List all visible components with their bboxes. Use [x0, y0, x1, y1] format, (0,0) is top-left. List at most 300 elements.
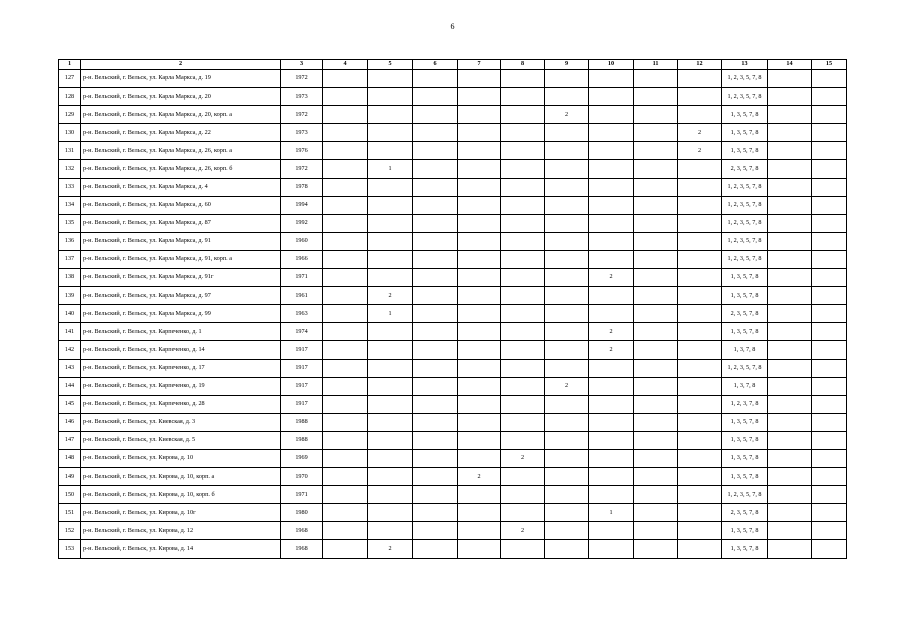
- col10-cell: [589, 395, 634, 413]
- col4-cell: [323, 124, 368, 142]
- address-cell: р-н. Вельский, г. Вельск, ул. Кирова, д. 10, корп. а: [81, 468, 281, 486]
- col10-cell: [589, 287, 634, 305]
- address-cell: р-н. Вельский, г. Вельск, ул. Карла Маркса, д. 87: [81, 214, 281, 232]
- col15-cell: [812, 160, 847, 178]
- col6-cell: [413, 377, 458, 395]
- col7-cell: [458, 449, 501, 467]
- row-number: 148: [59, 449, 81, 467]
- col4-cell: [323, 269, 368, 287]
- col8-cell: [501, 88, 545, 106]
- column-header-4: 4: [323, 60, 368, 70]
- col13-cell: 1, 2, 3, 7, 8: [722, 395, 768, 413]
- col10-cell: [589, 431, 634, 449]
- row-number: 139: [59, 287, 81, 305]
- address-cell: р-н. Вельский, г. Вельск, ул. Киевская, д. 5: [81, 431, 281, 449]
- col14-cell: [768, 341, 812, 359]
- row-number: 133: [59, 178, 81, 196]
- col15-cell: [812, 269, 847, 287]
- row-number: 152: [59, 522, 81, 540]
- col6-cell: [413, 431, 458, 449]
- col15-cell: [812, 486, 847, 504]
- col7-cell: [458, 359, 501, 377]
- col12-cell: [678, 341, 722, 359]
- col5-cell: [368, 395, 413, 413]
- col12-cell: [678, 287, 722, 305]
- col13-cell: 1, 3, 5, 7, 8: [722, 106, 768, 124]
- col5-cell: [368, 70, 413, 88]
- col11-cell: [634, 178, 678, 196]
- address-cell: р-н. Вельский, г. Вельск, ул. Кирова, д. 10, корп. б: [81, 486, 281, 504]
- table-row: [59, 395, 847, 413]
- address-cell: р-н. Вельский, г. Вельск, ул. Карла Маркса, д. 26, корп. б: [81, 160, 281, 178]
- col10-cell: [589, 540, 634, 558]
- col4-cell: [323, 359, 368, 377]
- col12-cell: 2: [678, 142, 722, 160]
- col11-cell: [634, 160, 678, 178]
- table-row: [59, 431, 847, 449]
- year-cell: 1960: [281, 232, 323, 250]
- table-row: [59, 323, 847, 341]
- col15-cell: [812, 250, 847, 268]
- col5-cell: [368, 377, 413, 395]
- column-header-9: 9: [545, 60, 589, 70]
- col6-cell: [413, 232, 458, 250]
- year-cell: 1988: [281, 431, 323, 449]
- table-row: [59, 160, 847, 178]
- col7-cell: [458, 486, 501, 504]
- col13-cell: 1, 3, 5, 7, 8: [722, 522, 768, 540]
- col13-cell: 1, 2, 3, 5, 7, 8: [722, 178, 768, 196]
- col6-cell: [413, 196, 458, 214]
- col8-cell: [501, 486, 545, 504]
- row-number: 147: [59, 431, 81, 449]
- table-row: [59, 504, 847, 522]
- col10-cell: [589, 468, 634, 486]
- col10-cell: [589, 486, 634, 504]
- row-number: 129: [59, 106, 81, 124]
- table-row: [59, 214, 847, 232]
- table-row: [59, 359, 847, 377]
- address-cell: р-н. Вельский, г. Вельск, ул. Карла Маркса, д. 97: [81, 287, 281, 305]
- address-cell: р-н. Вельский, г. Вельск, ул. Карла Маркса, д. 91г: [81, 269, 281, 287]
- col4-cell: [323, 323, 368, 341]
- col10-cell: [589, 522, 634, 540]
- col4-cell: [323, 287, 368, 305]
- col5-cell: 1: [368, 160, 413, 178]
- col4-cell: [323, 178, 368, 196]
- column-header-7: 7: [458, 60, 501, 70]
- year-cell: 1917: [281, 341, 323, 359]
- col13-cell: 2, 3, 5, 7, 8: [722, 504, 768, 522]
- col4-cell: [323, 413, 368, 431]
- col13-cell: 1, 3, 5, 7, 8: [722, 431, 768, 449]
- table-row: [59, 540, 847, 558]
- col13-cell: 1, 3, 5, 7, 8: [722, 449, 768, 467]
- column-header-12: 12: [678, 60, 722, 70]
- col7-cell: [458, 70, 501, 88]
- col14-cell: [768, 305, 812, 323]
- col9-cell: [545, 395, 589, 413]
- address-cell: р-н. Вельский, г. Вельск, ул. Карла Маркса, д. 26, корп. а: [81, 142, 281, 160]
- col15-cell: [812, 522, 847, 540]
- row-number: 134: [59, 196, 81, 214]
- table-row: [59, 486, 847, 504]
- table-row: [59, 377, 847, 395]
- col6-cell: [413, 106, 458, 124]
- row-number: 131: [59, 142, 81, 160]
- col11-cell: [634, 124, 678, 142]
- col12-cell: [678, 468, 722, 486]
- col8-cell: [501, 70, 545, 88]
- table-row: [59, 124, 847, 142]
- col5-cell: [368, 413, 413, 431]
- col14-cell: [768, 70, 812, 88]
- col5-cell: [368, 449, 413, 467]
- table-row: [59, 178, 847, 196]
- col11-cell: [634, 142, 678, 160]
- col4-cell: [323, 250, 368, 268]
- col14-cell: [768, 449, 812, 467]
- col7-cell: [458, 395, 501, 413]
- col6-cell: [413, 359, 458, 377]
- col12-cell: [678, 504, 722, 522]
- year-cell: 1968: [281, 522, 323, 540]
- col12-cell: [678, 449, 722, 467]
- col14-cell: [768, 468, 812, 486]
- col11-cell: [634, 106, 678, 124]
- col9-cell: [545, 232, 589, 250]
- col10-cell: 2: [589, 269, 634, 287]
- col12-cell: [678, 323, 722, 341]
- col8-cell: [501, 232, 545, 250]
- col6-cell: [413, 160, 458, 178]
- col11-cell: [634, 250, 678, 268]
- col8-cell: [501, 377, 545, 395]
- col12-cell: [678, 486, 722, 504]
- col10-cell: [589, 232, 634, 250]
- col6-cell: [413, 504, 458, 522]
- address-cell: р-н. Вельский, г. Вельск, ул. Карла Маркса, д. 20: [81, 88, 281, 106]
- col5-cell: [368, 522, 413, 540]
- table-row: [59, 341, 847, 359]
- col4-cell: [323, 504, 368, 522]
- year-cell: 1970: [281, 468, 323, 486]
- col12-cell: [678, 106, 722, 124]
- col6-cell: [413, 395, 458, 413]
- table-row: [59, 196, 847, 214]
- col8-cell: [501, 124, 545, 142]
- col7-cell: [458, 250, 501, 268]
- col6-cell: [413, 341, 458, 359]
- col12-cell: [678, 214, 722, 232]
- col9-cell: [545, 341, 589, 359]
- address-cell: р-н. Вельский, г. Вельск, ул. Киевская, д. 3: [81, 413, 281, 431]
- year-cell: 1973: [281, 124, 323, 142]
- col5-cell: [368, 178, 413, 196]
- col9-cell: [545, 88, 589, 106]
- col8-cell: [501, 142, 545, 160]
- col10-cell: [589, 413, 634, 431]
- col5-cell: [368, 431, 413, 449]
- col6-cell: [413, 124, 458, 142]
- col11-cell: [634, 323, 678, 341]
- col11-cell: [634, 395, 678, 413]
- col5-cell: [368, 88, 413, 106]
- address-cell: р-н. Вельский, г. Вельск, ул. Кирова, д. 14: [81, 540, 281, 558]
- col9-cell: [545, 504, 589, 522]
- col4-cell: [323, 395, 368, 413]
- col11-cell: [634, 449, 678, 467]
- col5-cell: [368, 142, 413, 160]
- col15-cell: [812, 395, 847, 413]
- year-cell: 1972: [281, 106, 323, 124]
- year-cell: 1992: [281, 214, 323, 232]
- year-cell: 1971: [281, 269, 323, 287]
- header-row: [59, 60, 847, 70]
- col11-cell: [634, 341, 678, 359]
- col5-cell: [368, 486, 413, 504]
- year-cell: 1973: [281, 88, 323, 106]
- col15-cell: [812, 359, 847, 377]
- column-header-1: 1: [59, 60, 81, 70]
- column-header-13: 13: [722, 60, 768, 70]
- col7-cell: [458, 160, 501, 178]
- col12-cell: 2: [678, 124, 722, 142]
- col15-cell: [812, 124, 847, 142]
- year-cell: 1917: [281, 377, 323, 395]
- col5-cell: 2: [368, 287, 413, 305]
- col9-cell: [545, 486, 589, 504]
- col7-cell: [458, 522, 501, 540]
- col8-cell: [501, 287, 545, 305]
- col4-cell: [323, 305, 368, 323]
- col14-cell: [768, 269, 812, 287]
- year-cell: 1994: [281, 196, 323, 214]
- col14-cell: [768, 88, 812, 106]
- column-header-11: 11: [634, 60, 678, 70]
- col10-cell: [589, 359, 634, 377]
- col11-cell: [634, 88, 678, 106]
- col9-cell: [545, 468, 589, 486]
- col15-cell: [812, 232, 847, 250]
- col14-cell: [768, 540, 812, 558]
- row-number: 127: [59, 70, 81, 88]
- row-number: 143: [59, 359, 81, 377]
- year-cell: 1966: [281, 250, 323, 268]
- col5-cell: [368, 269, 413, 287]
- col7-cell: [458, 232, 501, 250]
- col14-cell: [768, 142, 812, 160]
- col7-cell: [458, 413, 501, 431]
- col9-cell: [545, 250, 589, 268]
- col8-cell: [501, 160, 545, 178]
- col7-cell: [458, 323, 501, 341]
- col10-cell: [589, 214, 634, 232]
- col8-cell: [501, 359, 545, 377]
- column-header-10: 10: [589, 60, 634, 70]
- col11-cell: [634, 232, 678, 250]
- col13-cell: 1, 3, 5, 7, 8: [722, 142, 768, 160]
- col12-cell: [678, 431, 722, 449]
- col7-cell: [458, 142, 501, 160]
- table-row: [59, 522, 847, 540]
- col8-cell: 2: [501, 522, 545, 540]
- address-cell: р-н. Вельский, г. Вельск, ул. Карпеченко, д. 19: [81, 377, 281, 395]
- col13-cell: 1, 3, 5, 7, 8: [722, 287, 768, 305]
- col12-cell: [678, 269, 722, 287]
- col11-cell: [634, 468, 678, 486]
- col14-cell: [768, 377, 812, 395]
- row-number: 136: [59, 232, 81, 250]
- housing-register-table: [58, 59, 847, 559]
- year-cell: 1976: [281, 142, 323, 160]
- col12-cell: [678, 250, 722, 268]
- col10-cell: [589, 124, 634, 142]
- col5-cell: [368, 214, 413, 232]
- col13-cell: 1, 3, 5, 7, 8: [722, 323, 768, 341]
- address-cell: р-н. Вельский, г. Вельск, ул. Карла Маркса, д. 60: [81, 196, 281, 214]
- table-row: [59, 413, 847, 431]
- col4-cell: [323, 468, 368, 486]
- row-number: 135: [59, 214, 81, 232]
- col9-cell: [545, 178, 589, 196]
- col9-cell: [545, 431, 589, 449]
- col14-cell: [768, 106, 812, 124]
- col7-cell: [458, 377, 501, 395]
- year-cell: 1978: [281, 178, 323, 196]
- address-cell: р-н. Вельский, г. Вельск, ул. Карла Маркса, д. 19: [81, 70, 281, 88]
- col4-cell: [323, 142, 368, 160]
- col9-cell: [545, 124, 589, 142]
- col15-cell: [812, 287, 847, 305]
- year-cell: 1963: [281, 305, 323, 323]
- col13-cell: 1, 3, 5, 7, 8: [722, 124, 768, 142]
- col13-cell: 1, 2, 3, 5, 7, 8: [722, 70, 768, 88]
- year-cell: 1961: [281, 287, 323, 305]
- col14-cell: [768, 160, 812, 178]
- col11-cell: [634, 431, 678, 449]
- table-row: [59, 142, 847, 160]
- column-header-5: 5: [368, 60, 413, 70]
- address-cell: р-н. Вельский, г. Вельск, ул. Карла Маркса, д. 4: [81, 178, 281, 196]
- row-number: 145: [59, 395, 81, 413]
- col14-cell: [768, 431, 812, 449]
- col14-cell: [768, 287, 812, 305]
- col12-cell: [678, 305, 722, 323]
- col10-cell: 2: [589, 323, 634, 341]
- col6-cell: [413, 413, 458, 431]
- col9-cell: 2: [545, 106, 589, 124]
- col4-cell: [323, 214, 368, 232]
- table-row: [59, 250, 847, 268]
- col6-cell: [413, 323, 458, 341]
- col4-cell: [323, 540, 368, 558]
- column-header-6: 6: [413, 60, 458, 70]
- year-cell: 1972: [281, 70, 323, 88]
- row-number: 153: [59, 540, 81, 558]
- col10-cell: [589, 305, 634, 323]
- col10-cell: [589, 449, 634, 467]
- col15-cell: [812, 305, 847, 323]
- col14-cell: [768, 124, 812, 142]
- col9-cell: [545, 323, 589, 341]
- col10-cell: [589, 70, 634, 88]
- year-cell: 1917: [281, 395, 323, 413]
- col14-cell: [768, 323, 812, 341]
- col11-cell: [634, 269, 678, 287]
- col7-cell: [458, 124, 501, 142]
- row-number: 151: [59, 504, 81, 522]
- col4-cell: [323, 377, 368, 395]
- col15-cell: [812, 504, 847, 522]
- col5-cell: [368, 323, 413, 341]
- year-cell: 1968: [281, 540, 323, 558]
- col13-cell: 1, 2, 3, 5, 7, 8: [722, 232, 768, 250]
- table-row: [59, 468, 847, 486]
- row-number: 140: [59, 305, 81, 323]
- col15-cell: [812, 413, 847, 431]
- column-header-8: 8: [501, 60, 545, 70]
- col7-cell: [458, 504, 501, 522]
- address-cell: р-н. Вельский, г. Вельск, ул. Кирова, д. 10г: [81, 504, 281, 522]
- year-cell: 1974: [281, 323, 323, 341]
- col11-cell: [634, 504, 678, 522]
- year-cell: 1917: [281, 359, 323, 377]
- year-cell: 1971: [281, 486, 323, 504]
- col14-cell: [768, 232, 812, 250]
- address-cell: р-н. Вельский, г. Вельск, ул. Карпеченко, д. 28: [81, 395, 281, 413]
- col11-cell: [634, 540, 678, 558]
- col9-cell: [545, 449, 589, 467]
- col5-cell: 2: [368, 540, 413, 558]
- col15-cell: [812, 449, 847, 467]
- table-row: [59, 106, 847, 124]
- col5-cell: [368, 504, 413, 522]
- col8-cell: [501, 395, 545, 413]
- col8-cell: [501, 341, 545, 359]
- col4-cell: [323, 431, 368, 449]
- col7-cell: 2: [458, 468, 501, 486]
- address-cell: р-н. Вельский, г. Вельск, ул. Карла Маркса, д. 20, корп. а: [81, 106, 281, 124]
- row-number: 132: [59, 160, 81, 178]
- row-number: 144: [59, 377, 81, 395]
- col14-cell: [768, 178, 812, 196]
- col5-cell: [368, 468, 413, 486]
- col8-cell: [501, 106, 545, 124]
- col6-cell: [413, 214, 458, 232]
- col4-cell: [323, 88, 368, 106]
- col7-cell: [458, 287, 501, 305]
- col7-cell: [458, 305, 501, 323]
- col11-cell: [634, 287, 678, 305]
- col15-cell: [812, 468, 847, 486]
- col6-cell: [413, 540, 458, 558]
- row-number: 128: [59, 88, 81, 106]
- col13-cell: 1, 2, 3, 5, 7, 8: [722, 486, 768, 504]
- col6-cell: [413, 486, 458, 504]
- col10-cell: [589, 196, 634, 214]
- col6-cell: [413, 468, 458, 486]
- col7-cell: [458, 106, 501, 124]
- col4-cell: [323, 160, 368, 178]
- col15-cell: [812, 214, 847, 232]
- col10-cell: [589, 250, 634, 268]
- col4-cell: [323, 70, 368, 88]
- col12-cell: [678, 70, 722, 88]
- address-cell: р-н. Вельский, г. Вельск, ул. Карла Маркса, д. 99: [81, 305, 281, 323]
- col12-cell: [678, 232, 722, 250]
- col15-cell: [812, 142, 847, 160]
